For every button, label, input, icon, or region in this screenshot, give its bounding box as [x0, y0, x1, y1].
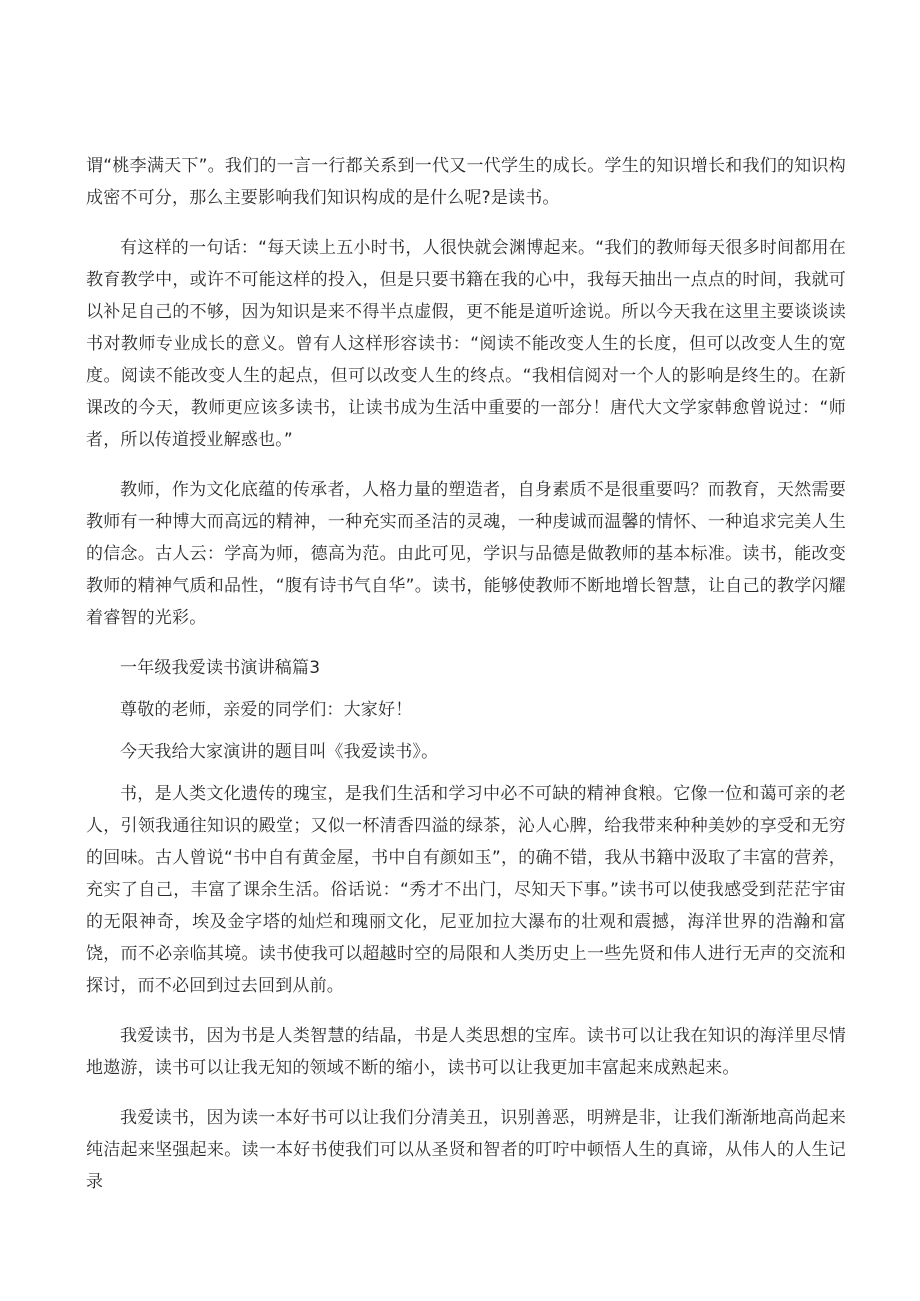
paragraph-love-reading-wisdom: 我爱读书，因为书是人类智慧的结晶，书是人类思想的宝库。读书可以让我在知识的海洋里尽情地遨游，读书可以让我无知的领域不断的缩小，读书可以让我更加丰富起来成熟起来。	[86, 1026, 846, 1078]
speech-title-line: 今天我给大家演讲的题目叫《我爱读书》。	[120, 742, 439, 762]
paragraph-reading-quote: 有这样的一句话：“每天读上五小时书，人很快就会渊博起来。“我们的教师每天很多时间都用在教育教学中，或许不可能这样的投入，但是只要书籍在我的心中，我每天抽出一点点的时间，我就可以补足自己的不够，因为知识是来不得半点虚假，更不能是道听途说。所以今天我在这里主要谈谈读书对教师专业成长的意义。曾有人这样形容读书：“阅读不能改变人生的长度，但可以改变人生的宽度。阅读不能改变人生的起点，但可以改变人生的终点。“我相信阅对一个人的影响是终生的。在新课改的今天，教师更应该多读书，让读书成为生活中重要的一部分！唐代大文学家韩愈曾说过：“师者，所以传道授业解惑也。”	[86, 238, 846, 450]
paragraph-love-reading-virtue: 我爱读书，因为读一本好书可以让我们分清美丑，识别善恶，明辨是非，让我们渐渐地高尚起来纯洁起来坚强起来。读一本好书使我们可以从圣贤和智者的叮咛中顿悟人生的真谛，从伟人的人生记录	[86, 1108, 846, 1192]
paragraph-books-treasure: 书，是人类文化遗传的瑰宝，是我们生活和学习中必不可缺的精神食粮。它像一位和蔼可亲的老人，引领我通往知识的殿堂；又似一杯清香四溢的绿茶，沁人心脾，给我带来种种美妙的享受和无穷的回味。古人曾说“书中自有黄金屋，书中自有颜如玉”，的确不错，我从书籍中汲取了丰富的营养，充实了自己，丰富了课余生活。俗话说：“秀才不出门，尽知天下事。”读书可以使我感受到茫茫宇宙的无限神奇，埃及金字塔的灿烂和瑰丽文化，尼亚加拉大瀑布的壮观和震撼，海洋世界的浩瀚和富饶，而不必亲临其境。读书使我可以超越时空的局限和人类历史上一些先贤和伟人进行无声的交流和探讨，而不必回到过去回到从前。	[86, 784, 846, 996]
greeting: 尊敬的老师，亲爱的同学们：大家好！	[120, 700, 413, 720]
section-heading: 一年级我爱读书演讲稿篇3	[120, 658, 321, 678]
paragraph-intro-continuation: 谓“桃李满天下”。我们的一言一行都关系到一代又一代学生的成长。学生的知识增长和我们的知识构成密不可分，那么主要影响我们知识构成的是什么呢?是读书。	[86, 156, 846, 208]
paragraph-teacher-quality: 教师，作为文化底蕴的传承者，人格力量的塑造者，自身素质不是很重要吗？而教育，天然需要教师有一种博大而高远的精神，一种充实而圣洁的灵魂，一种虔诚而温馨的情怀、一种追求完美人生的信念。古人云：学高为师，德高为范。由此可见，学识与品德是做教师的基本标准。读书，能改变教师的精神气质和品性，“腹有诗书气自华”。读书，能够使教师不断地增长智慧，让自己的教学闪耀着睿智的光彩。	[86, 480, 846, 628]
document-page	[86, 150, 846, 1216]
